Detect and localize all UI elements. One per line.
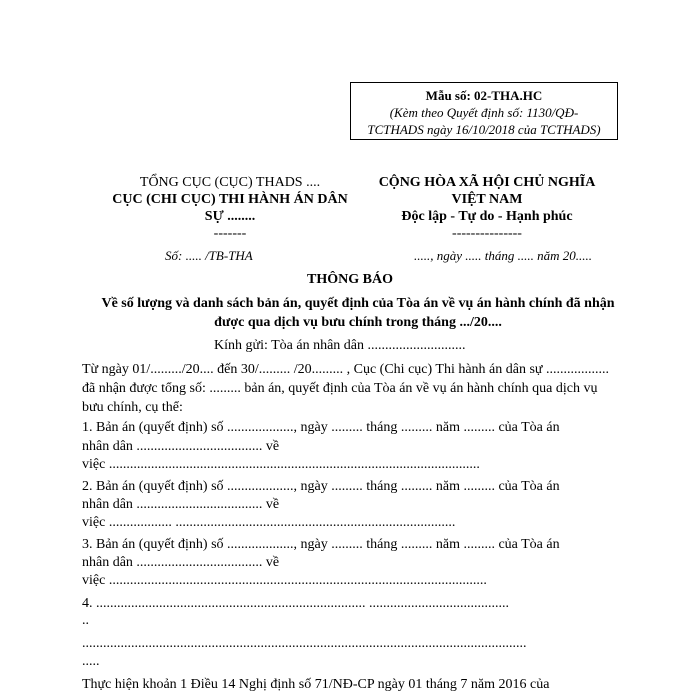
national-motto: Độc lập - Tự do - Hạnh phúc	[401, 209, 573, 224]
reference-number: Số: ..... /TB-THA	[165, 248, 253, 263]
agency-name-line-2: SỰ ........	[204, 209, 256, 224]
national-title-line-1: CỘNG HÒA XÃ HỘI CHỦ NGHĨA	[378, 175, 596, 190]
item-1-line-2: nhân dân .................................... về	[82, 439, 280, 454]
blank-line-1: ...............................................................................................................................	[82, 636, 527, 651]
item-2-line-3: việc .................. ................................................................................	[82, 515, 456, 530]
blank-line-2: .....	[82, 654, 100, 669]
item-3-line-3: việc ............................................................................................................	[82, 573, 487, 588]
document-subtitle: Về số lượng và danh sách bản án, quyết định của Tòa án về vụ án hành chính đã nhận được qua dịch vụ bưu chính trong tháng .../20....	[101, 296, 615, 330]
item-2-line-1: 2. Bản án (quyết định) số ..................., ngày ......... tháng ......... năm ......... của Tòa án	[82, 479, 560, 494]
recipient-line: Kính gửi: Tòa án nhân dân ............................	[214, 338, 466, 353]
agency-parent: TỔNG CỤC (CỤC) THADS ....	[139, 175, 321, 190]
agency-name-line-1: CỤC (CHI CỤC) THI HÀNH ÁN DÂN	[112, 192, 348, 207]
item-3-line-1: 3. Bản án (quyết định) số ..................., ngày ......... tháng ......... năm ......... của Tòa án	[82, 537, 560, 552]
national-header	[362, 174, 612, 242]
item-4-line-2: ..	[82, 613, 89, 628]
item-1-line-1: 1. Bản án (quyết định) số ..................., ngày ......... tháng ......... năm ......... của Tòa án	[82, 420, 560, 435]
form-code: Mẫu số: 02-THA.HC	[425, 88, 543, 103]
national-divider: ---------------	[452, 226, 522, 241]
intro-paragraph: Từ ngày 01/........./20.... đến 30/......... /20......... , Cục (Chi cục) Thi hành án dân sự .................. đã nhận được tổng số: ......... bản án, quyết định của Tòa án về vụ án hành chính qua dịch vụ bưu chính, cụ thể:	[82, 362, 610, 415]
form-code-box	[350, 82, 618, 140]
item-4-line-1: 4. ............................................................................. ........................................	[82, 596, 509, 611]
agency-header	[110, 174, 350, 242]
item-3-line-2: nhân dân .................................... về	[82, 555, 280, 570]
item-2-line-2: nhân dân .................................... về	[82, 497, 280, 512]
closing-paragraph: Thực hiện khoản 1 Điều 14 Nghị định số 71/NĐ-CP ngày 01 tháng 7 năm 2016 của	[82, 677, 550, 692]
national-title-line-2: VIỆT NAM	[451, 192, 523, 207]
agency-divider: -------	[213, 226, 247, 241]
date-line: ....., ngày ..... tháng ..... năm 20.....	[414, 248, 593, 263]
item-1-line-3: việc ..........................................................................................................	[82, 457, 480, 472]
document-title: THÔNG BÁO	[307, 272, 393, 287]
form-decision-line-1: (Kèm theo Quyết định số: 1130/QĐ-	[389, 105, 579, 120]
form-decision-line-2: TCTHADS ngày 16/10/2018 của TCTHADS)	[367, 122, 601, 137]
